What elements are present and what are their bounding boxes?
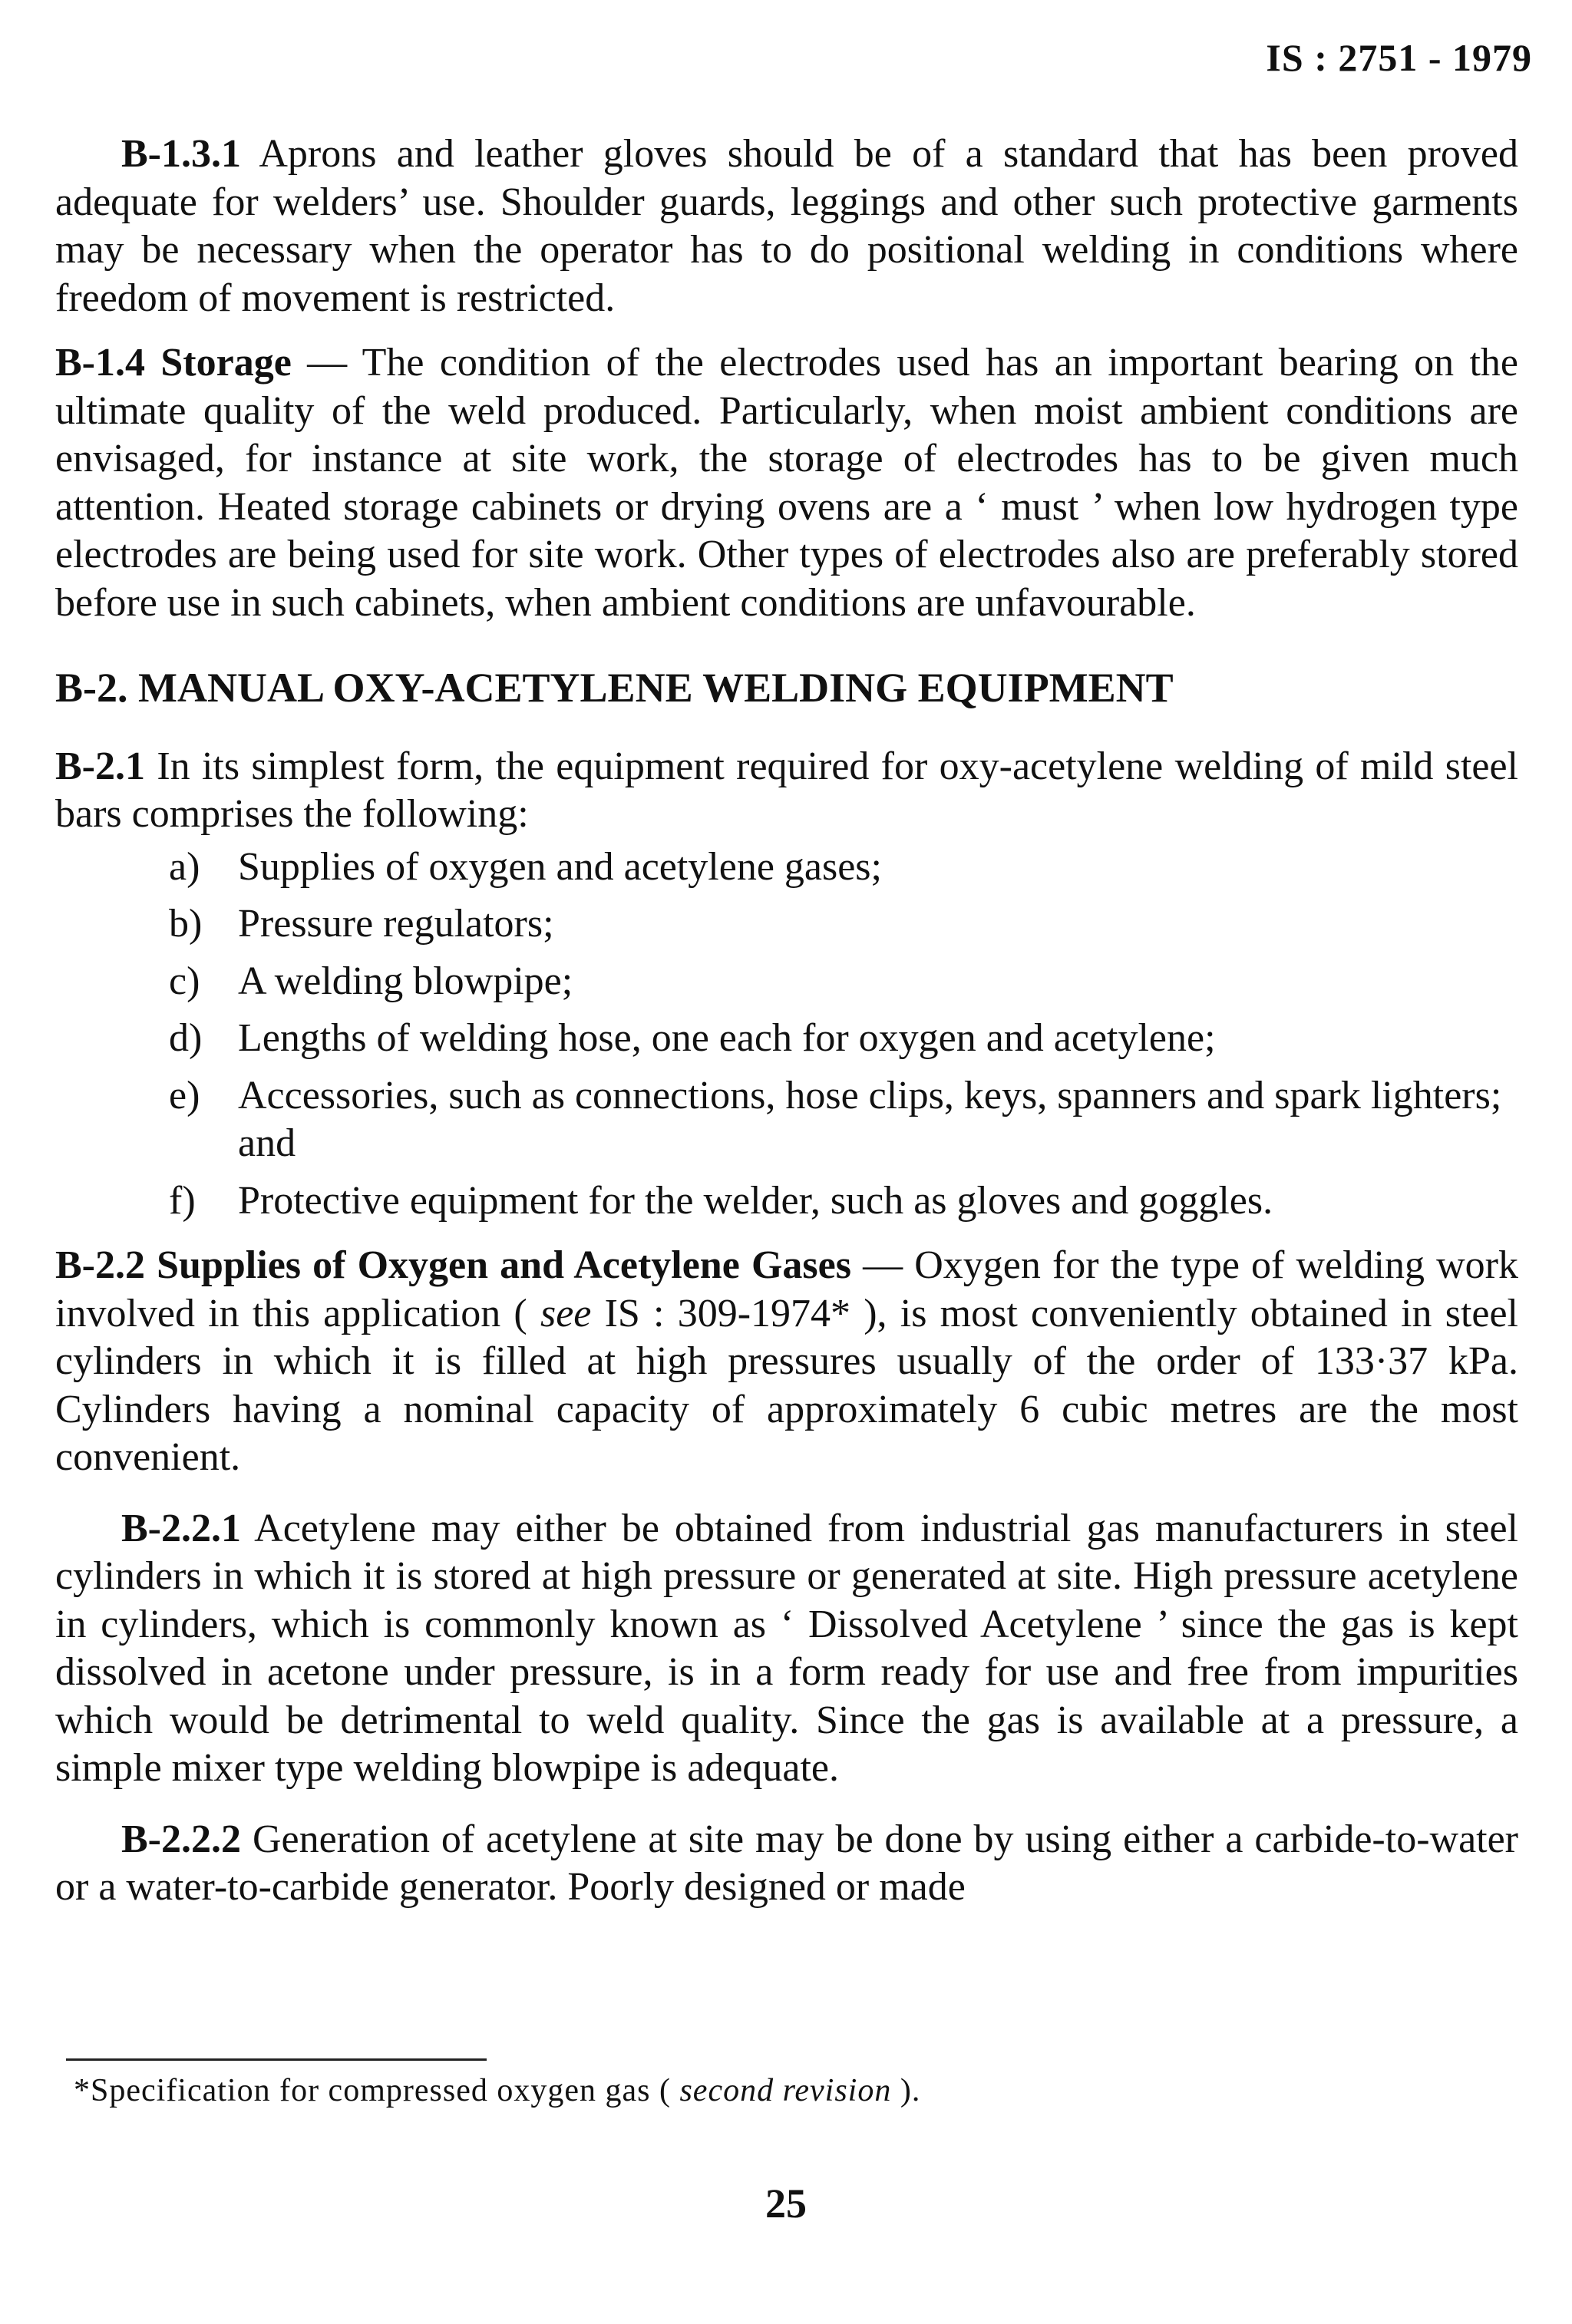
clause-number: B-1.3.1 bbox=[121, 132, 241, 176]
paragraph-text: Acetylene may either be obtained from industrial gas manufacturers in steel cylinders in which it is stored at high pressure or generated at site. High pressure acetylene in cylinders, which is commonly known as ‘ Dissolved Acetylene ’ since the gas is kept dissolved in acetone under pressure, is in a form ready for use and free from impurities which would be detrimental to weld quality. Since the gas is available at a pressure, a simple mixer type welding blowpipe is adequate. bbox=[55, 1506, 1518, 1790]
list-item bbox=[55, 1072, 1518, 1168]
paragraph-text: Aprons and leather gloves should be of a standard that has been proved adequate for welders’ use. Shoulder guards, leggings and other such protective garments may be necessary when the operator has to do positional welding in conditions where freedom of movement is restricted. bbox=[55, 132, 1518, 320]
footnote-close: ). bbox=[891, 2073, 921, 2108]
paragraph-b-1-3-1 bbox=[55, 130, 1518, 322]
list-marker: e) bbox=[169, 1073, 200, 1117]
equipment-list bbox=[55, 843, 1518, 1226]
page-number: 25 bbox=[765, 2180, 807, 2227]
list-marker: c) bbox=[169, 959, 200, 1003]
paragraph-text: IS : 309-1974* ), is most conveniently obtained in steel cylinders in which it is filled at high pressures usually of the order of 133·37 kPa. Cylinders having a nominal capacity of approximately 6 cubic metres are the most convenient. bbox=[55, 1291, 1518, 1479]
paragraph-b-1-4 bbox=[55, 339, 1518, 627]
list-item-text: Lengths of welding hose, one each for oxygen and acetylene; bbox=[238, 1016, 1216, 1060]
list-item bbox=[55, 900, 1518, 949]
footnote-revision: second revision bbox=[679, 2073, 892, 2108]
paragraph-text: In its simplest form, the equipment required for oxy-acetylene welding of mild steel bars comprises the following: bbox=[55, 744, 1518, 836]
list-item bbox=[55, 958, 1518, 1006]
paragraph-b-2-2 bbox=[55, 1242, 1518, 1482]
paragraph-b-2-2-2 bbox=[55, 1816, 1518, 1912]
clause-title: Supplies of Oxygen and Acetylene Gases bbox=[145, 1243, 851, 1287]
list-item bbox=[55, 1015, 1518, 1063]
list-marker: f) bbox=[169, 1178, 196, 1223]
section-heading: B-2. MANUAL OXY-ACETYLENE WELDING EQUIPMENT bbox=[55, 665, 1174, 711]
paragraph-b-2-2-1 bbox=[55, 1505, 1518, 1793]
list-item-text: Pressure regulators; bbox=[238, 902, 554, 946]
paragraph-text: — Oxygen for the type of welding work involved in this application ( bbox=[55, 1243, 1518, 1335]
see-reference: see bbox=[540, 1291, 592, 1335]
clause-title: Storage bbox=[145, 341, 292, 385]
paragraph-b-2-1 bbox=[55, 743, 1518, 839]
clause-number: B-2.2 bbox=[55, 1243, 145, 1287]
paragraph-text: Generation of acetylene at site may be done by using either a carbide-to-water or a water-to-carbide generator. Poorly designed or made bbox=[55, 1817, 1518, 1909]
list-item bbox=[55, 843, 1518, 892]
list-marker: d) bbox=[169, 1016, 203, 1060]
footnote-text: *Specification for compressed oxygen gas ( bbox=[74, 2073, 680, 2108]
footnote bbox=[74, 2072, 920, 2109]
list-item-text: Accessories, such as connections, hose clips, keys, spanners and spark lighters; and bbox=[238, 1073, 1502, 1165]
list-item-text: Protective equipment for the welder, such as gloves and goggles. bbox=[238, 1178, 1273, 1223]
list-item bbox=[55, 1177, 1518, 1226]
clause-number: B-1.4 bbox=[55, 341, 145, 385]
list-item-text: A welding blowpipe; bbox=[238, 959, 573, 1003]
list-item-text: Supplies of oxygen and acetylene gases; bbox=[238, 844, 882, 889]
list-marker: b) bbox=[169, 902, 203, 946]
clause-number: B-2.1 bbox=[55, 744, 145, 788]
footnote-divider bbox=[66, 2058, 487, 2061]
document-body bbox=[55, 130, 1518, 1912]
paragraph-text: — The condition of the electrodes used has an important bearing on the ultimate quality of the weld produced. Particularly, when moist ambient conditions are envisaged, for instance at site work, the storage of electrodes has to be given much attention. Heated storage cabinets or drying ovens are a ‘ must ’ when low hydrogen type electrodes are being used for site work. Other types of electrodes also are preferably stored before use in such cabinets, when ambient conditions are unfavourable. bbox=[55, 341, 1518, 625]
list-marker: a) bbox=[169, 844, 200, 889]
clause-number: B-2.2.2 bbox=[121, 1817, 241, 1861]
standard-number-header: IS : 2751 - 1979 bbox=[1266, 36, 1532, 79]
clause-number: B-2.2.1 bbox=[121, 1506, 241, 1550]
